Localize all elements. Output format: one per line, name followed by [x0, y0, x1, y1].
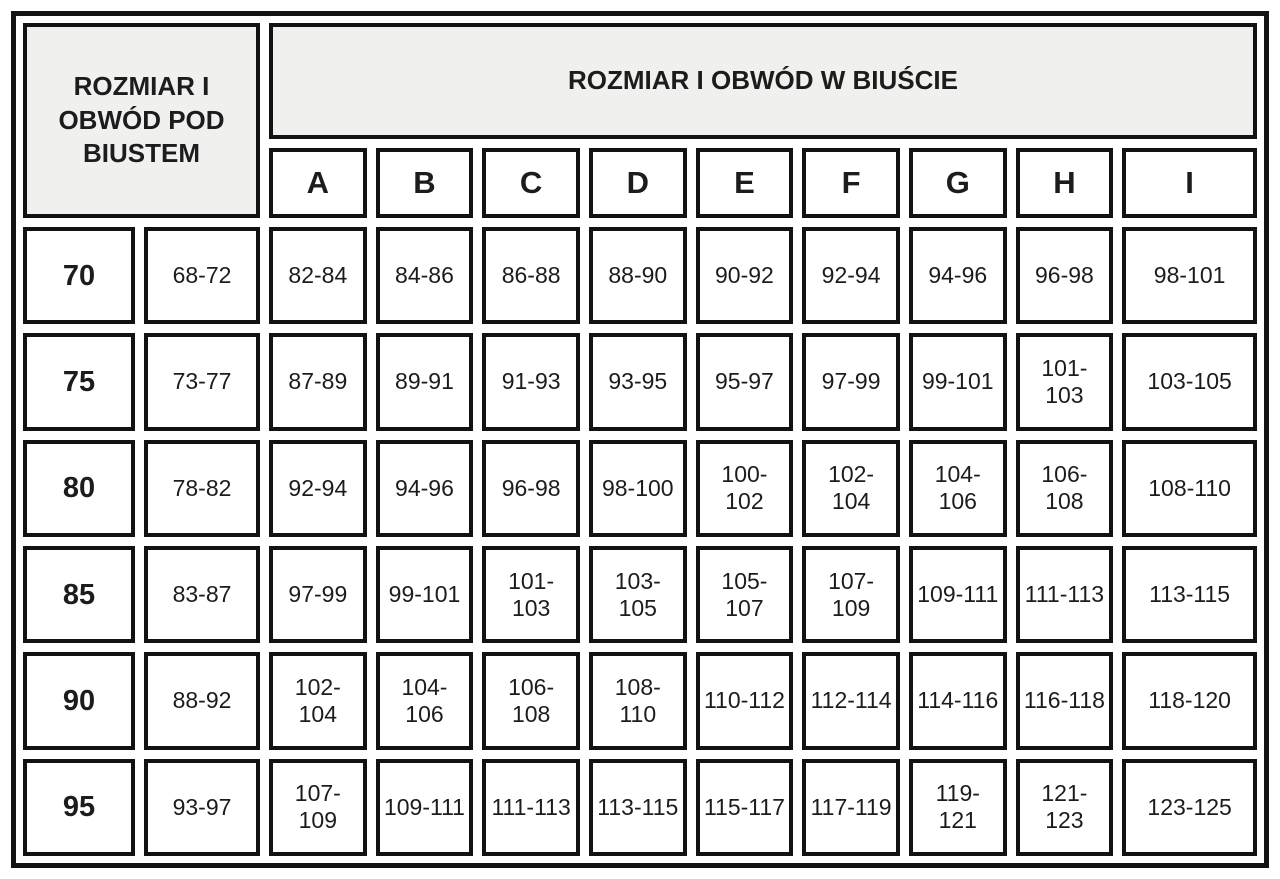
bust-range-cell: 113-115 [1122, 546, 1257, 643]
bust-range-cell: 98-100 [589, 440, 687, 537]
bust-range-cell: 96-98 [1016, 227, 1114, 324]
bust-range-cell: 106-108 [482, 652, 580, 749]
corner-header-underbust: ROZMIAR I OBWÓD POD BIUSTEM [23, 23, 260, 218]
bust-range-cell: 107-109 [802, 546, 900, 643]
bust-range-cell: 88-90 [589, 227, 687, 324]
bust-range-cell: 98-101 [1122, 227, 1257, 324]
underbust-range-cell: 83-87 [144, 546, 260, 643]
bust-range-cell: 112-114 [802, 652, 900, 749]
bust-range-cell: 109-111 [376, 759, 474, 856]
size-chart-frame [11, 11, 1269, 868]
bust-range-cell: 110-112 [696, 652, 794, 749]
bust-range-cell: 86-88 [482, 227, 580, 324]
bust-range-cell: 107-109 [269, 759, 367, 856]
size-chart-grid [23, 23, 1257, 856]
bust-range-cell: 93-95 [589, 333, 687, 430]
band-size-cell: 95 [23, 759, 135, 856]
bust-range-cell: 111-113 [482, 759, 580, 856]
bust-range-cell: 121-123 [1016, 759, 1114, 856]
bust-range-cell: 90-92 [696, 227, 794, 324]
bust-range-cell: 92-94 [269, 440, 367, 537]
cup-column-header-i: I [1122, 148, 1257, 218]
bust-range-cell: 117-119 [802, 759, 900, 856]
bust-range-cell: 105-107 [696, 546, 794, 643]
bust-range-cell: 101-103 [1016, 333, 1114, 430]
bust-range-cell: 106-108 [1016, 440, 1114, 537]
bust-range-cell: 109-111 [909, 546, 1007, 643]
cup-column-header-b: B [376, 148, 474, 218]
bust-range-cell: 94-96 [909, 227, 1007, 324]
bust-range-cell: 104-106 [376, 652, 474, 749]
bust-range-cell: 114-116 [909, 652, 1007, 749]
band-size-cell: 75 [23, 333, 135, 430]
bust-range-cell: 102-104 [802, 440, 900, 537]
cup-column-header-g: G [909, 148, 1007, 218]
bust-range-cell: 119-121 [909, 759, 1007, 856]
bust-range-cell: 92-94 [802, 227, 900, 324]
band-size-cell: 90 [23, 652, 135, 749]
cup-column-header-f: F [802, 148, 900, 218]
bust-range-cell: 97-99 [802, 333, 900, 430]
bust-range-cell: 103-105 [1122, 333, 1257, 430]
bust-range-cell: 104-106 [909, 440, 1007, 537]
cup-column-header-a: A [269, 148, 367, 218]
bust-range-cell: 116-118 [1016, 652, 1114, 749]
cup-column-header-d: D [589, 148, 687, 218]
bust-range-cell: 95-97 [696, 333, 794, 430]
bust-range-cell: 99-101 [376, 546, 474, 643]
underbust-range-cell: 78-82 [144, 440, 260, 537]
bust-range-cell: 111-113 [1016, 546, 1114, 643]
bust-range-cell: 91-93 [482, 333, 580, 430]
bust-section-header: ROZMIAR I OBWÓD W BIUŚCIE [269, 23, 1257, 139]
cup-column-header-e: E [696, 148, 794, 218]
bust-range-cell: 113-115 [589, 759, 687, 856]
bust-range-cell: 108-110 [1122, 440, 1257, 537]
band-size-cell: 80 [23, 440, 135, 537]
cup-column-header-h: H [1016, 148, 1114, 218]
bust-range-cell: 108-110 [589, 652, 687, 749]
underbust-range-cell: 93-97 [144, 759, 260, 856]
band-size-cell: 70 [23, 227, 135, 324]
bust-range-cell: 103-105 [589, 546, 687, 643]
bust-range-cell: 101-103 [482, 546, 580, 643]
bust-range-cell: 94-96 [376, 440, 474, 537]
underbust-range-cell: 88-92 [144, 652, 260, 749]
bust-range-cell: 115-117 [696, 759, 794, 856]
bust-range-cell: 118-120 [1122, 652, 1257, 749]
bust-range-cell: 89-91 [376, 333, 474, 430]
band-size-cell: 85 [23, 546, 135, 643]
underbust-range-cell: 68-72 [144, 227, 260, 324]
bust-range-cell: 96-98 [482, 440, 580, 537]
underbust-range-cell: 73-77 [144, 333, 260, 430]
bust-range-cell: 102-104 [269, 652, 367, 749]
bust-range-cell: 100-102 [696, 440, 794, 537]
bust-range-cell: 99-101 [909, 333, 1007, 430]
bust-range-cell: 87-89 [269, 333, 367, 430]
bust-range-cell: 97-99 [269, 546, 367, 643]
bust-range-cell: 123-125 [1122, 759, 1257, 856]
cup-column-header-c: C [482, 148, 580, 218]
bust-range-cell: 82-84 [269, 227, 367, 324]
bust-range-cell: 84-86 [376, 227, 474, 324]
